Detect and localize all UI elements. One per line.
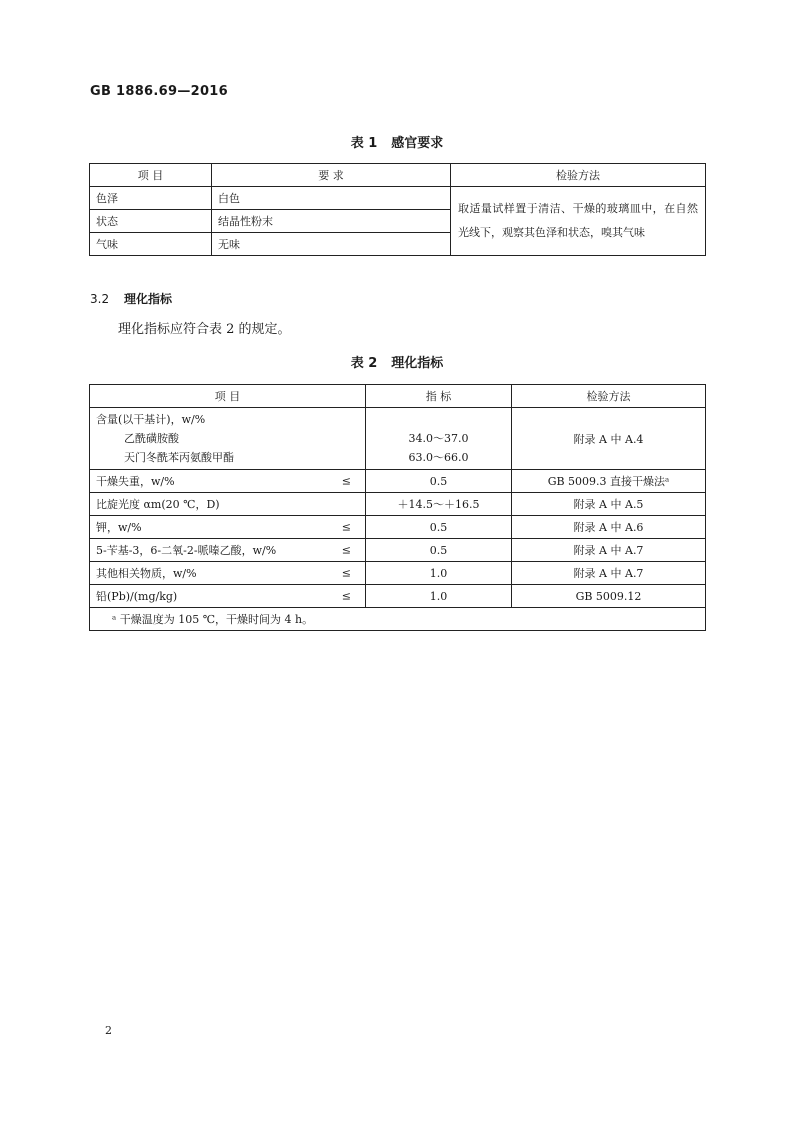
table1-requirement-cell: 无味 bbox=[212, 233, 451, 256]
table1-header-requirement: 要 求 bbox=[212, 164, 451, 187]
content-method-cell: 附录 A 中 A.4 bbox=[512, 408, 706, 470]
table2-caption bbox=[0, 352, 794, 371]
item-label: 干燥失重，w/% bbox=[96, 475, 175, 488]
table2-footnote: ᵃ 干燥温度为 105 ℃，干燥时间为 4 h。 bbox=[90, 608, 706, 631]
less-equal-sign: ≤ bbox=[341, 474, 351, 488]
table2-value-cell: 0.5 bbox=[366, 516, 512, 539]
table2-header-indicator: 指 标 bbox=[366, 385, 512, 408]
table2-title: 理化指标 bbox=[391, 356, 444, 371]
item-label: 钾，w/% bbox=[96, 521, 142, 534]
table2-item-cell bbox=[90, 562, 366, 585]
page-number: 2 bbox=[105, 1024, 112, 1037]
less-equal-sign: ≤ bbox=[341, 566, 351, 580]
table1-header-method: 检验方法 bbox=[451, 164, 706, 187]
table2-method-cell: 附录 A 中 A.6 bbox=[512, 516, 706, 539]
table1-number: 表 1 bbox=[350, 136, 378, 151]
item-label: 5-苄基-3，6-二氧-2-哌嗪乙酸，w/% bbox=[96, 544, 277, 557]
table2-header-item: 项 目 bbox=[90, 385, 366, 408]
table2-header-row bbox=[90, 385, 706, 408]
table2-footnote-row bbox=[90, 608, 706, 631]
item-label: 铅(Pb)/(mg/kg) bbox=[96, 590, 178, 603]
table-row bbox=[90, 187, 706, 210]
item-label: 比旋光度 αm(20 ℃，D) bbox=[96, 498, 220, 511]
table-row bbox=[90, 470, 706, 493]
section-number: 3.2 bbox=[90, 292, 110, 306]
content-item-cell bbox=[90, 408, 366, 470]
table2-header-method: 检验方法 bbox=[512, 385, 706, 408]
less-equal-sign: ≤ bbox=[341, 543, 351, 557]
table-row bbox=[90, 562, 706, 585]
less-equal-sign: ≤ bbox=[341, 520, 351, 534]
table2-item-cell bbox=[90, 539, 366, 562]
table2-method-cell: 附录 A 中 A.5 bbox=[512, 493, 706, 516]
content-subitem: 乙酰磺胺酸 bbox=[124, 432, 179, 445]
standard-number: GB 1886.69—2016 bbox=[90, 84, 228, 99]
item-label: 其他相关物质，w/% bbox=[96, 567, 197, 580]
table1-method-cell: 取适量试样置于清洁、干燥的玻璃皿中，在自然光线下，观察其色泽和状态，嗅其气味 bbox=[451, 187, 706, 256]
content-subvalue: 63.0～66.0 bbox=[408, 451, 469, 464]
table1-title: 感官要求 bbox=[391, 136, 444, 151]
content-value-cell bbox=[366, 408, 512, 470]
table2-value-cell: 0.5 bbox=[366, 539, 512, 562]
table1-caption bbox=[0, 132, 794, 151]
table2-item-cell bbox=[90, 493, 366, 516]
table-row-content bbox=[90, 408, 706, 470]
table1-item-cell: 色泽 bbox=[90, 187, 212, 210]
less-equal-sign: ≤ bbox=[341, 589, 351, 603]
table2-value-cell: 0.5 bbox=[366, 470, 512, 493]
table1-header-row bbox=[90, 164, 706, 187]
table1-header-item: 项 目 bbox=[90, 164, 212, 187]
table-row bbox=[90, 539, 706, 562]
content-label: 含量(以干基计)，w/% bbox=[96, 413, 206, 426]
table2-item-cell bbox=[90, 585, 366, 608]
section-title: 理化指标 bbox=[124, 292, 173, 306]
table2-method-cell: GB 5009.12 bbox=[512, 585, 706, 608]
table2-method-cell: 附录 A 中 A.7 bbox=[512, 562, 706, 585]
table2-method-cell: GB 5009.3 直接干燥法ᵃ bbox=[512, 470, 706, 493]
table2-method-cell: 附录 A 中 A.7 bbox=[512, 539, 706, 562]
table1-requirement-cell: 结晶性粉末 bbox=[212, 210, 451, 233]
content-subvalue: 34.0～37.0 bbox=[408, 432, 469, 445]
table-row bbox=[90, 493, 706, 516]
table1-item-cell: 状态 bbox=[90, 210, 212, 233]
table2-value-cell: ＋14.5～＋16.5 bbox=[366, 493, 512, 516]
table-row bbox=[90, 516, 706, 539]
table2-number: 表 2 bbox=[350, 356, 378, 371]
table1-requirement-cell: 白色 bbox=[212, 187, 451, 210]
physicochemical-indicators-table bbox=[89, 384, 706, 631]
table2-item-cell bbox=[90, 516, 366, 539]
table-row bbox=[90, 585, 706, 608]
table2-item-cell bbox=[90, 470, 366, 493]
section-heading bbox=[90, 290, 172, 307]
sensory-requirements-table bbox=[89, 163, 706, 256]
table2-value-cell: 1.0 bbox=[366, 585, 512, 608]
table2-value-cell: 1.0 bbox=[366, 562, 512, 585]
content-subitem: 天门冬酰苯丙氨酸甲酯 bbox=[124, 451, 234, 464]
table1-item-cell: 气味 bbox=[90, 233, 212, 256]
body-paragraph: 理化指标应符合表 2 的规定。 bbox=[118, 322, 291, 337]
